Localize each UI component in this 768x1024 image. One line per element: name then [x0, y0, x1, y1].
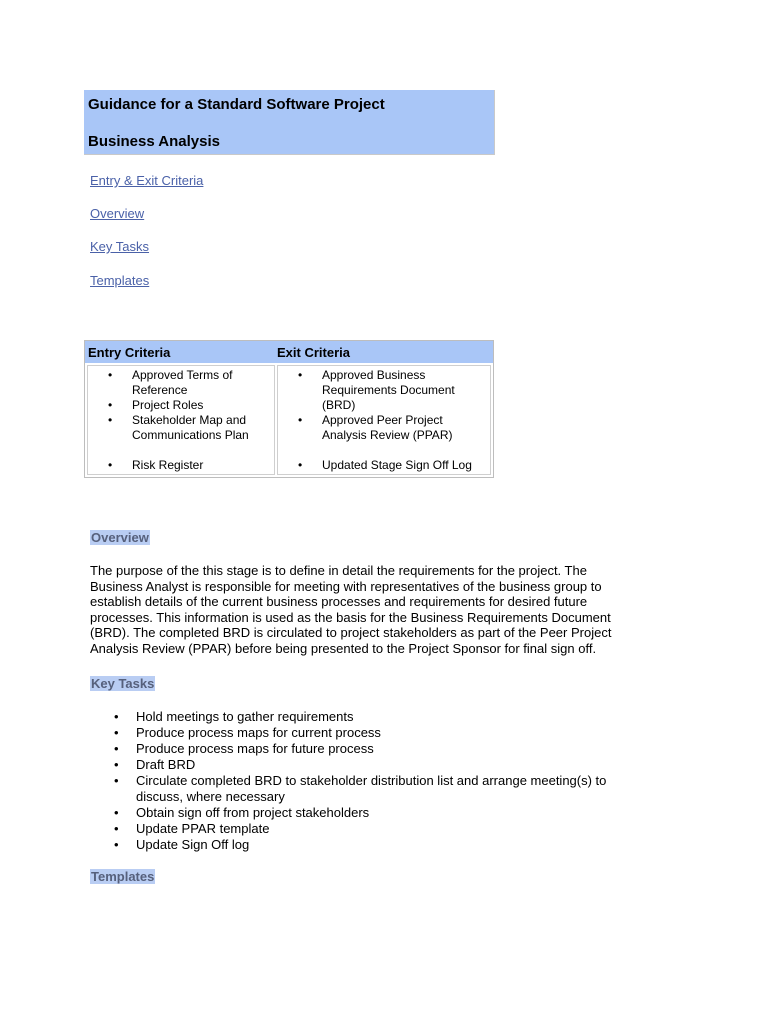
entry-criteria-header: Entry Criteria [88, 345, 171, 360]
overview-line: The purpose of the this stage is to define in detail the requirements for the project. The [90, 563, 587, 578]
stage-title: Business Analysis [88, 133, 221, 150]
bullet-glyph: • [114, 837, 119, 852]
key-task-text: Draft BRD [136, 757, 196, 772]
overview-line: processes. This information is used as the basis for the Business Requirements Document [90, 609, 611, 625]
bullet-glyph: • [298, 368, 303, 382]
entry-criteria-cell [87, 365, 275, 475]
bullet-glyph: • [108, 368, 113, 382]
exit-criteria-item-text: Approved Peer Project [322, 413, 443, 427]
bullet-glyph: • [108, 398, 113, 412]
overview-paragraph [90, 563, 650, 657]
bullet-glyph: • [114, 709, 119, 724]
toc-link-overview[interactable]: Overview [90, 206, 145, 221]
entry-criteria-item-text: Risk Register [132, 458, 204, 472]
key-tasks-heading: Key Tasks [91, 676, 155, 691]
overview-line: establish details of the current business processes and requirements for desired future [90, 594, 588, 610]
document-title: Guidance for a Standard Software Project [88, 96, 385, 113]
overview-line: Business Analyst is responsible for meeting with representatives of the business group to [90, 578, 602, 594]
toc-link-templates[interactable]: Templates [90, 273, 150, 288]
exit-criteria-item-text: Analysis Review (PPAR) [322, 428, 453, 442]
exit-criteria-item-text: Requirements Document [322, 383, 455, 397]
bullet-glyph: • [114, 805, 119, 820]
exit-criteria-cell [277, 365, 491, 475]
toc-link-entry-exit[interactable]: Entry & Exit Criteria [90, 173, 204, 188]
templates-heading: Templates [91, 869, 155, 884]
entry-criteria-item-text: Reference [132, 383, 188, 397]
exit-criteria-item-text: (BRD) [322, 398, 356, 412]
exit-criteria-item-text: Approved Business [322, 368, 426, 382]
exit-criteria-item-text: Updated Stage Sign Off Log [322, 458, 472, 472]
bullet-glyph: • [114, 821, 119, 836]
toc-link-key-tasks[interactable]: Key Tasks [90, 239, 150, 254]
key-task-text: Produce process maps for future process [136, 741, 374, 756]
entry-criteria-item-text: Communications Plan [132, 428, 249, 442]
key-task-text: Produce process maps for current process [136, 725, 381, 740]
key-task-text: Hold meetings to gather requirements [136, 709, 354, 724]
entry-criteria-item-text: Stakeholder Map and [132, 413, 247, 427]
key-task-text: Obtain sign off from project stakeholders [136, 805, 370, 820]
key-task-text: Update Sign Off log [136, 837, 250, 852]
overview-heading: Overview [91, 530, 149, 545]
overview-line: (BRD). The completed BRD is circulated to project stakeholders as part of the Peer Project [90, 625, 612, 641]
key-task-text: discuss, where necessary [136, 789, 285, 804]
criteria-table-header [85, 341, 493, 363]
criteria-table [84, 340, 494, 478]
bullet-glyph: • [298, 458, 303, 472]
bullet-glyph: • [298, 413, 303, 427]
entry-criteria-item-text: Project Roles [132, 398, 204, 412]
entry-criteria-item-text: Approved Terms of [132, 368, 233, 382]
exit-criteria-header: Exit Criteria [277, 345, 350, 360]
bullet-glyph: • [114, 773, 119, 788]
title-banner [84, 90, 495, 155]
bullet-glyph: • [114, 741, 119, 756]
key-task-text: Circulate completed BRD to stakeholder distribution list and arrange meeting(s) to [136, 773, 607, 788]
bullet-glyph: • [108, 413, 113, 427]
key-task-text: Update PPAR template [136, 821, 270, 836]
bullet-glyph: • [114, 757, 119, 772]
overview-line: Analysis Review (PPAR) before being presented to the Project Sponsor for final sign off. [90, 640, 597, 656]
bullet-glyph: • [108, 458, 113, 472]
bullet-glyph: • [114, 725, 119, 740]
